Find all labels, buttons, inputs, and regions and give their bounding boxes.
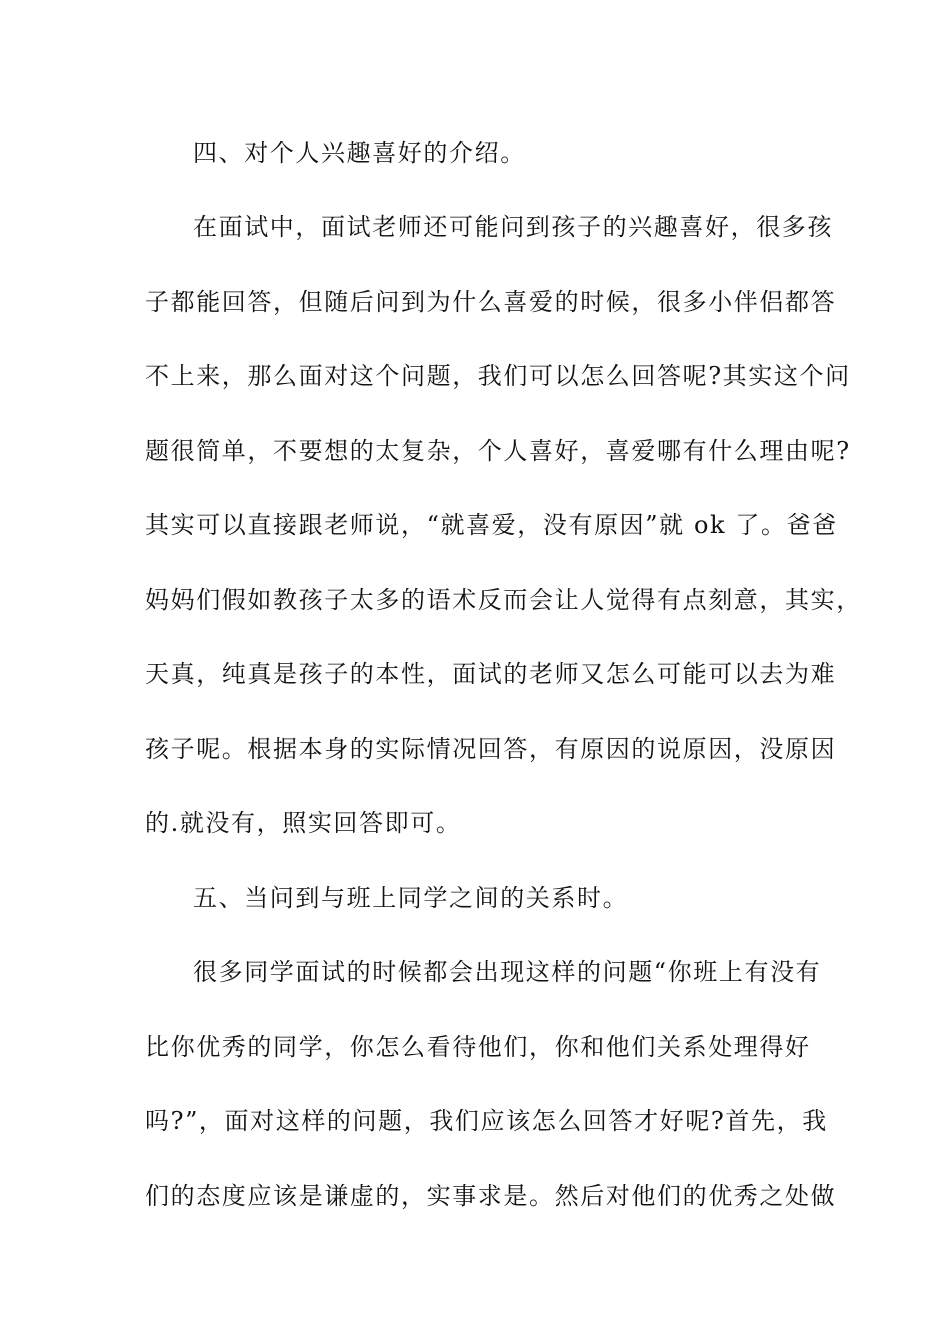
paragraph-line: 题很简单，不要想的太复杂，个人喜好，喜爱哪有什么理由呢? (145, 437, 851, 465)
paragraph-line: 不上来，那么面对这个问题，我们可以怎么回答呢?其实这个问 (145, 362, 851, 390)
paragraph-line: 妈妈们假如教孩子太多的语术反而会让人觉得有点刻意，其实， (145, 586, 862, 614)
paragraph-line: 们的态度应该是谦虚的，实事求是。然后对他们的优秀之处做 (145, 1182, 837, 1210)
paragraph-line: 其实可以直接跟老师说，“就喜爱，没有原因”就 ok 了。爸爸 (145, 511, 838, 539)
paragraph-line: 孩子呢。根据本身的实际情况回答，有原因的说原因，没原因 (145, 735, 837, 763)
paragraph-line: 子都能回答，但随后问到为什么喜爱的时候，很多小伴侣都答 (145, 288, 837, 316)
paragraph-line: 在面试中，面试老师还可能问到孩子的兴趣喜好，很多孩 (193, 213, 833, 241)
section-heading-4: 四、对个人兴趣喜好的介绍。 (193, 139, 526, 167)
paragraph-line: 的.就没有，照实回答即可。 (145, 809, 462, 837)
paragraph-line: 吗?”，面对这样的问题，我们应该怎么回答才好呢?首先，我 (145, 1107, 828, 1135)
paragraph-line: 天真，纯真是孩子的本性，面试的老师又怎么可能可以去为难 (145, 660, 837, 688)
section-heading-5: 五、当问到与班上同学之间的关系时。 (193, 884, 629, 912)
paragraph-line: 很多同学面试的时候都会出现这样的问题“你班上有没有 (193, 958, 822, 986)
paragraph-line: 比你优秀的同学，你怎么看待他们，你和他们关系处理得好 (145, 1033, 811, 1061)
